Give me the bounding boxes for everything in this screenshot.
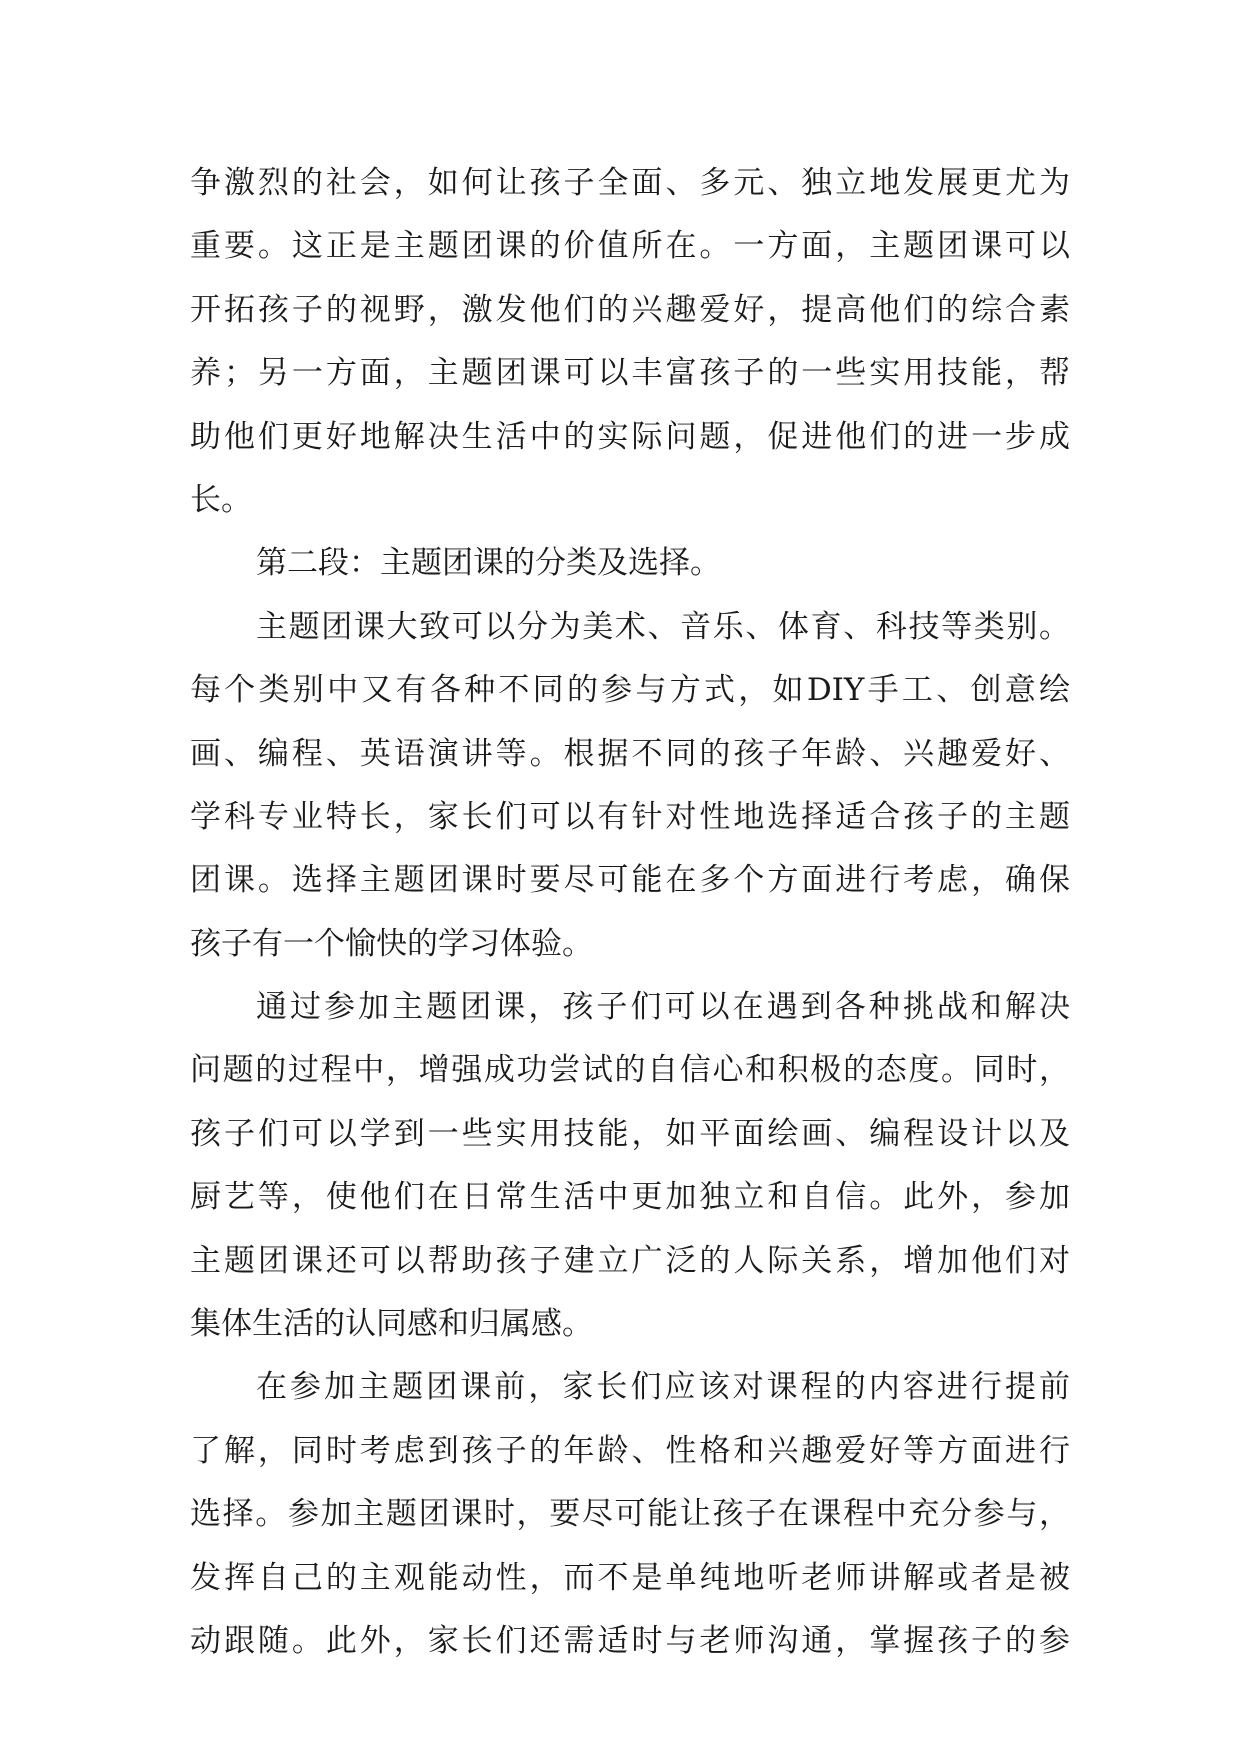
text-line: 养；另一方面，主题团课可以丰富孩子的一些实用技能，帮 bbox=[190, 355, 1070, 392]
text-line: 长。 bbox=[190, 481, 252, 518]
text-line: 重要。这正是主题团课的价值所在。一方面，主题团课可以 bbox=[190, 228, 1070, 265]
text-line: 孩子们可以学到一些实用技能，如平面绘画、编程设计以及 bbox=[190, 1115, 1070, 1152]
text-line: 主题团课大致可以分为美术、音乐、体育、科技等类别。 bbox=[256, 608, 1070, 645]
text-line: 集体生活的认同感和归属感。 bbox=[190, 1306, 593, 1343]
text-line: 问题的过程中，增强成功尝试的自信心和积极的态度。同时， bbox=[190, 1052, 1070, 1089]
text-line: 了解，同时考虑到孩子的年龄、性格和兴趣爱好等方面进行 bbox=[190, 1432, 1070, 1469]
text-line: 发挥自己的主观能动性，而不是单纯地听老师讲解或者是被 bbox=[190, 1559, 1070, 1596]
text-line: 学科专业特长，家长们可以有针对性地选择适合孩子的主题 bbox=[190, 798, 1070, 835]
text-line: 画、编程、英语演讲等。根据不同的孩子年龄、兴趣爱好、 bbox=[190, 735, 1070, 772]
text-line: 厨艺等，使他们在日常生活中更加独立和自信。此外，参加 bbox=[190, 1179, 1070, 1216]
text-line: 助他们更好地解决生活中的实际问题，促进他们的进一步成 bbox=[190, 418, 1070, 455]
text-line: 争激烈的社会，如何让孩子全面、多元、独立地发展更尤为 bbox=[190, 165, 1070, 201]
text-line: 通过参加主题团课，孩子们可以在遇到各种挑战和解决 bbox=[256, 989, 1070, 1026]
section-heading: 第二段：主题团课的分类及选择。 bbox=[256, 545, 721, 582]
text-line: 团课。选择主题团课时要尽可能在多个方面进行考虑，确保 bbox=[190, 862, 1070, 899]
text-line: 开拓孩子的视野，激发他们的兴趣爱好，提高他们的综合素 bbox=[190, 291, 1070, 328]
text-line: 主题团课还可以帮助孩子建立广泛的人际关系，增加他们对 bbox=[190, 1242, 1070, 1279]
body-text bbox=[190, 152, 1070, 1673]
text-line: 动跟随。此外，家长们还需适时与老师沟通，掌握孩子的参 bbox=[190, 1622, 1070, 1659]
text-line: 孩子有一个愉快的学习体验。 bbox=[190, 925, 593, 962]
text-line: 选择。参加主题团课时，要尽可能让孩子在课程中充分参与， bbox=[190, 1496, 1070, 1533]
text-line: 在参加主题团课前，家长们应该对课程的内容进行提前 bbox=[256, 1369, 1070, 1406]
text-line: 每个类别中又有各种不同的参与方式，如DIY手工、创意绘 bbox=[190, 672, 1070, 709]
